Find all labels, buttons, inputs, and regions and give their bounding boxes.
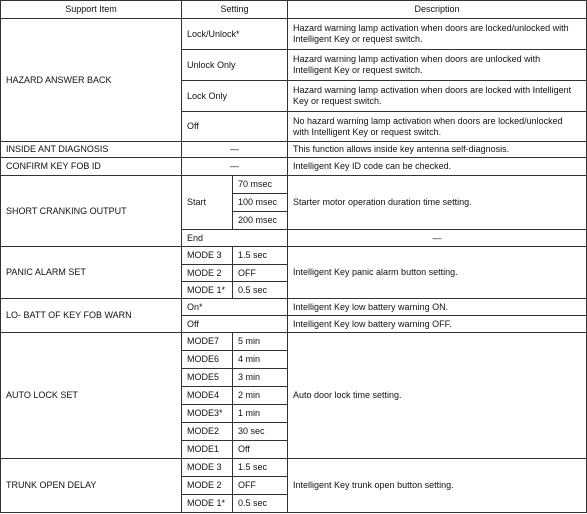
description-cell: Hazard warning lamp activation when doors are locked with Intelligent Key or request switch. (288, 81, 587, 112)
mode-cell: MODE 1* (182, 495, 233, 513)
mode-cell: MODE2 (182, 423, 233, 441)
description-cell: Auto door lock time setting. (288, 333, 587, 459)
setting-value-cell: 200 msec (233, 212, 288, 230)
description-cell: Intelligent Key panic alarm button setting. (288, 247, 587, 299)
mode-value-cell: 3 min (233, 369, 288, 387)
setting-start-label: Start (182, 176, 233, 230)
table-row (1, 333, 587, 351)
mode-value-cell: 2 min (233, 387, 288, 405)
description-cell: No hazard warning lamp activation when doors are locked/unlocked with Intelligent Key or request switch. (288, 112, 587, 142)
description-cell: Starter motor operation duration time setting. (288, 176, 587, 230)
mode-cell: MODE 3 (182, 459, 233, 477)
description-cell: — (288, 230, 587, 247)
description-cell: Hazard warning lamp activation when doors are unlocked with Intelligent Key or request switch. (288, 50, 587, 81)
header-row (1, 1, 587, 19)
description-cell: Hazard warning lamp activation when doors are locked/unlocked with Intelligent Key or request switch. (288, 19, 587, 50)
mode-value-cell: 30 sec (233, 423, 288, 441)
mode-value-cell: Off (233, 441, 288, 459)
mode-cell: MODE7 (182, 333, 233, 351)
setting-end-label: End (182, 230, 288, 247)
item-panic-alarm-set: PANIC ALARM SET (1, 247, 182, 299)
setting-cell: Lock Only (182, 81, 288, 112)
item-confirm-key-fob-id: CONFIRM KEY FOB ID (1, 158, 182, 176)
mode-value-cell: 5 min (233, 333, 288, 351)
table-row (1, 142, 587, 158)
item-short-cranking-output: SHORT CRANKING OUTPUT (1, 176, 182, 247)
mode-cell: MODE 2 (182, 265, 233, 282)
header-support-item: Support Item (1, 1, 182, 19)
item-lo-batt-of-key-fob-warn: LO- BATT OF KEY FOB WARN (1, 299, 182, 333)
mode-cell: MODE 2 (182, 477, 233, 495)
setting-cell: — (182, 158, 288, 176)
description-cell: Intelligent Key trunk open button setting. (288, 459, 587, 513)
setting-value-cell: 70 msec (233, 176, 288, 194)
mode-cell: MODE1 (182, 441, 233, 459)
mode-cell: MODE 3 (182, 247, 233, 265)
mode-value-cell: 0.5 sec (233, 495, 288, 513)
description-cell: This function allows inside key antenna self-diagnosis. (288, 142, 587, 158)
mode-value-cell: 1.5 sec (233, 459, 288, 477)
table-row (1, 299, 587, 316)
mode-cell: MODE6 (182, 351, 233, 369)
table-row (1, 176, 587, 194)
setting-cell: Lock/Unlock* (182, 19, 288, 50)
description-cell: Intelligent Key ID code can be checked. (288, 158, 587, 176)
setting-cell: On* (182, 299, 288, 316)
mode-value-cell: OFF (233, 477, 288, 495)
header-description: Description (288, 1, 587, 19)
mode-value-cell: OFF (233, 265, 288, 282)
description-cell: Intelligent Key low battery warning ON. (288, 299, 587, 316)
mode-value-cell: 0.5 sec (233, 282, 288, 299)
header-setting: Setting (182, 1, 288, 19)
item-hazard-answer-back: HAZARD ANSWER BACK (1, 19, 182, 142)
mode-cell: MODE3* (182, 405, 233, 423)
item-inside-ant-diagnosis: INSIDE ANT DIAGNOSIS (1, 142, 182, 158)
table-row (1, 459, 587, 477)
table-row (1, 19, 587, 50)
description-cell: Intelligent Key low battery warning OFF. (288, 316, 587, 333)
item-trunk-open-delay: TRUNK OPEN DELAY (1, 459, 182, 513)
mode-value-cell: 1.5 sec (233, 247, 288, 265)
mode-cell: MODE5 (182, 369, 233, 387)
mode-cell: MODE 1* (182, 282, 233, 299)
mode-cell: MODE4 (182, 387, 233, 405)
table-row (1, 158, 587, 176)
setting-cell: Unlock Only (182, 50, 288, 81)
setting-value-cell: 100 msec (233, 194, 288, 212)
setting-cell: — (182, 142, 288, 158)
setting-cell: Off (182, 316, 288, 333)
setting-cell: Off (182, 112, 288, 142)
item-auto-lock-set: AUTO LOCK SET (1, 333, 182, 459)
mode-value-cell: 1 min (233, 405, 288, 423)
mode-value-cell: 4 min (233, 351, 288, 369)
table-row (1, 247, 587, 265)
